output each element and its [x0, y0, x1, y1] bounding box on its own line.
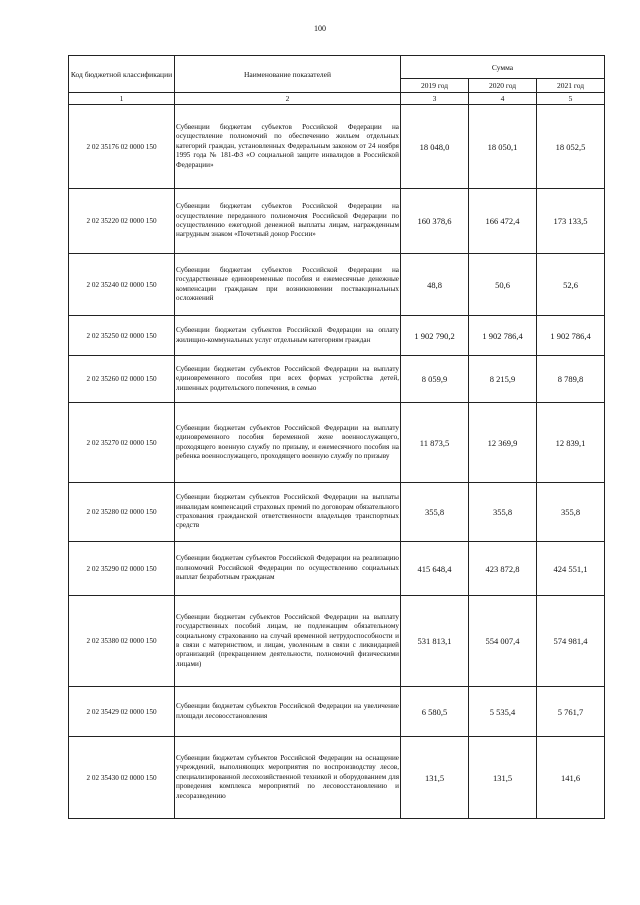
row-value-2020: 12 369,9 — [469, 403, 537, 483]
row-value-2020: 423 872,8 — [469, 542, 537, 596]
row-name: Субвенции бюджетам субъектов Российской Федерации на выплаты инвалидам компенсаций страховых премий по договорам обязательного страхования гражданской ответственности владельцев транспортных средств — [175, 483, 401, 542]
row-value-2021: 574 981,4 — [537, 596, 605, 687]
header-year-2021: 2021 год — [537, 79, 605, 93]
header-year-2020: 2020 год — [469, 79, 537, 93]
row-value-2021: 18 052,5 — [537, 105, 605, 189]
row-name: Субвенции бюджетам субъектов Российской Федерации на осуществление переданного полномочия Российской Федерации по осуществлению ежегодной денежной выплаты лицам, награжденным нагрудным знаком «Почетный донор России» — [175, 189, 401, 254]
column-number: 2 — [175, 93, 401, 105]
table-row — [69, 356, 605, 403]
row-name: Субвенции бюджетам субъектов Российской Федерации на выплату государственных пособий лицам, не подлежащим обязательному социальному страхованию на случай временной нетрудоспособности и в связи с материнством, и лицам, уволенным в связи с ликвидацией организаций (прекращением деятельности, полномочий физическими лицами) — [175, 596, 401, 687]
row-value-2019: 48,8 — [401, 254, 469, 316]
row-code: 2 02 35220 02 0000 150 — [69, 189, 175, 254]
row-value-2020: 1 902 786,4 — [469, 316, 537, 356]
row-code: 2 02 35430 02 0000 150 — [69, 737, 175, 819]
budget-table — [68, 55, 605, 819]
row-value-2020: 8 215,9 — [469, 356, 537, 403]
row-code: 2 02 35260 02 0000 150 — [69, 356, 175, 403]
table-row — [69, 403, 605, 483]
row-name: Субвенции бюджетам субъектов Российской Федерации на увеличение площади лесовосстановления — [175, 687, 401, 737]
column-number: 1 — [69, 93, 175, 105]
header-sum: Сумма — [401, 56, 605, 79]
row-code: 2 02 35290 02 0000 150 — [69, 542, 175, 596]
row-value-2019: 18 048,0 — [401, 105, 469, 189]
row-value-2021: 424 551,1 — [537, 542, 605, 596]
row-name: Субвенции бюджетам субъектов Российской Федерации на реализацию полномочий Российской Федерации по осуществлению социальных выплат безработным гражданам — [175, 542, 401, 596]
table-row — [69, 483, 605, 542]
row-value-2021: 141,6 — [537, 737, 605, 819]
row-value-2020: 50,6 — [469, 254, 537, 316]
table-row — [69, 687, 605, 737]
row-value-2021: 355,8 — [537, 483, 605, 542]
row-value-2020: 131,5 — [469, 737, 537, 819]
row-value-2021: 5 761,7 — [537, 687, 605, 737]
row-value-2021: 8 789,8 — [537, 356, 605, 403]
column-number: 5 — [537, 93, 605, 105]
row-name: Субвенции бюджетам субъектов Российской Федерации на оснащение учреждений, выполняющих мероприятия по воспроизводству лесов, специализированной лесохозяйственной техникой и оборудованием для проведения комплекса мероприятий по лесовосстановлению и лесоразведению — [175, 737, 401, 819]
row-value-2019: 131,5 — [401, 737, 469, 819]
row-name: Субвенции бюджетам субъектов Российской Федерации на государственные единовременные пособия и ежемесячные денежные компенсации гражданам при возникновении поствакцинальных осложнений — [175, 254, 401, 316]
header-code: Код бюджетной классификации — [69, 56, 175, 93]
row-name: Субвенции бюджетам субъектов Российской Федерации на выплату единовременного пособия при всех формах устройства детей, лишенных родительского попечения, в семью — [175, 356, 401, 403]
column-number: 4 — [469, 93, 537, 105]
row-value-2019: 6 580,5 — [401, 687, 469, 737]
row-value-2020: 5 535,4 — [469, 687, 537, 737]
header-name: Наименование показателей — [175, 56, 401, 93]
row-value-2019: 160 378,6 — [401, 189, 469, 254]
row-code: 2 02 35380 02 0000 150 — [69, 596, 175, 687]
table-row — [69, 737, 605, 819]
row-code: 2 02 35270 02 0000 150 — [69, 403, 175, 483]
table-row — [69, 596, 605, 687]
row-value-2019: 11 873,5 — [401, 403, 469, 483]
row-value-2019: 531 813,1 — [401, 596, 469, 687]
row-value-2019: 1 902 790,2 — [401, 316, 469, 356]
page-number: 100 — [314, 24, 326, 33]
row-value-2021: 12 839,1 — [537, 403, 605, 483]
row-code: 2 02 35250 02 0000 150 — [69, 316, 175, 356]
row-value-2020: 355,8 — [469, 483, 537, 542]
row-name: Субвенции бюджетам субъектов Российской Федерации на выплату единовременного пособия беременной жене военнослужащего, проходящего военную службу по призыву, и ежемесячного пособия на ребенка военнослужащего, проходящего военную службу по призыву — [175, 403, 401, 483]
row-value-2019: 355,8 — [401, 483, 469, 542]
row-value-2019: 415 648,4 — [401, 542, 469, 596]
header-year-2019: 2019 год — [401, 79, 469, 93]
row-value-2021: 1 902 786,4 — [537, 316, 605, 356]
row-code: 2 02 35429 02 0000 150 — [69, 687, 175, 737]
row-value-2021: 52,6 — [537, 254, 605, 316]
row-value-2019: 8 059,9 — [401, 356, 469, 403]
row-code: 2 02 35240 02 0000 150 — [69, 254, 175, 316]
table-row — [69, 105, 605, 189]
row-value-2020: 166 472,4 — [469, 189, 537, 254]
row-code: 2 02 35280 02 0000 150 — [69, 483, 175, 542]
row-value-2020: 554 007,4 — [469, 596, 537, 687]
table-row — [69, 189, 605, 254]
row-value-2020: 18 050,1 — [469, 105, 537, 189]
row-name: Субвенции бюджетам субъектов Российской Федерации на оплату жилищно-коммунальных услуг отдельным категориям граждан — [175, 316, 401, 356]
table-row — [69, 316, 605, 356]
table-row — [69, 542, 605, 596]
column-number: 3 — [401, 93, 469, 105]
row-value-2021: 173 133,5 — [537, 189, 605, 254]
row-code: 2 02 35176 02 0000 150 — [69, 105, 175, 189]
table-row — [69, 254, 605, 316]
row-name: Субвенции бюджетам субъектов Российской Федерации на осуществление полномочий по обеспечению жильем отдельных категорий граждан, установленных Федеральным законом от 24 ноября 1995 года № 181-ФЗ «О социальной защите инвалидов в Российской Федерации» — [175, 105, 401, 189]
